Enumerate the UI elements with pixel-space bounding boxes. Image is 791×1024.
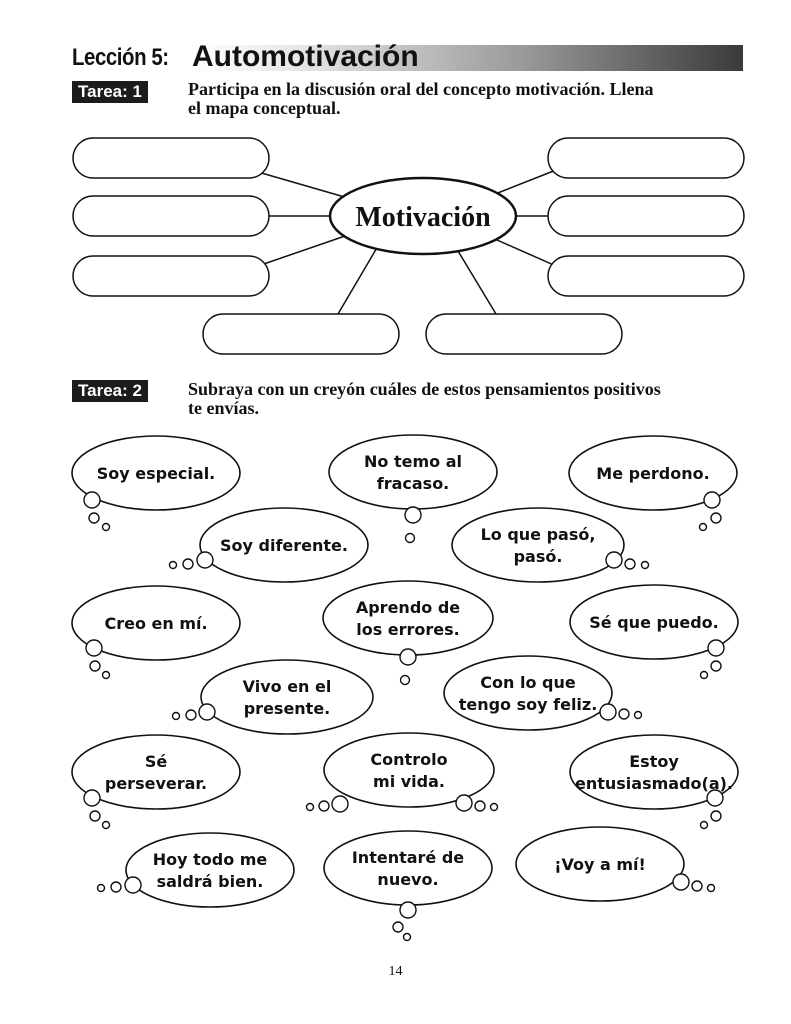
thought-text: mi vida.: [373, 772, 445, 791]
thought-bubble-tail: [170, 562, 177, 569]
thought-bubble-tail: [173, 713, 180, 720]
thought-bubble[interactable]: [452, 508, 649, 582]
thought-bubble-tail: [625, 559, 635, 569]
thought-bubble-tail: [711, 811, 721, 821]
concept-box-left-2[interactable]: [73, 196, 269, 236]
thought-bubble-tail: [393, 922, 403, 932]
thought-bubble[interactable]: [444, 656, 642, 730]
thought-bubble-tail: [90, 811, 100, 821]
task1-line1: Participa en la discusión oral del concepto motivación. Llena: [188, 79, 654, 99]
thought-text: Lo que pasó,: [480, 525, 596, 544]
task1-line2: el mapa conceptual.: [188, 98, 341, 118]
thought-bubble-tail: [491, 804, 498, 811]
thought-text: fracaso.: [376, 474, 450, 493]
thought-bubble-tail: [704, 492, 720, 508]
thought-bubble-tail: [700, 524, 707, 531]
thought-text: entusiasmado(a).: [574, 774, 734, 793]
thought-text: tengo soy feliz.: [458, 695, 598, 714]
task1-tag: Tarea: 1: [72, 81, 148, 103]
thought-bubble-tail: [183, 559, 193, 569]
concept-box-left-3[interactable]: [73, 256, 269, 296]
thought-text: Estoy: [629, 752, 679, 771]
thought-bubble-tail: [406, 534, 415, 543]
thought-bubble[interactable]: [570, 585, 738, 679]
lesson-number: Lección 5:: [72, 44, 169, 71]
thought-bubble[interactable]: [173, 660, 374, 734]
thought-text: Soy diferente.: [220, 536, 348, 555]
thought-bubble-tail: [606, 552, 622, 568]
thought-bubble[interactable]: [324, 831, 492, 941]
thought-text: Sé: [144, 752, 168, 771]
thought-bubble[interactable]: [72, 586, 240, 679]
concept-box-right-2[interactable]: [548, 196, 744, 236]
lesson-topic: Automotivación: [192, 40, 419, 73]
thought-bubble-tail: [332, 796, 348, 812]
page-number: 14: [388, 964, 403, 979]
thought-text: Aprendo de: [355, 598, 461, 617]
thought-bubble-tail: [103, 524, 110, 531]
thought-bubble-tail: [90, 661, 100, 671]
thought-bubble-tail: [711, 513, 721, 523]
thought-bubble-tail: [103, 672, 110, 679]
thought-bubble-tail: [673, 874, 689, 890]
thought-bubble-tail: [642, 562, 649, 569]
task2-line1: Subraya con un creyón cuáles de estos pensamientos positivos: [188, 379, 661, 399]
thought-bubble[interactable]: [72, 436, 240, 531]
thought-bubbles: [72, 435, 738, 941]
thought-bubble-tail: [701, 822, 708, 829]
thought-text: Me perdono.: [596, 464, 710, 483]
thought-bubble-outline: [444, 656, 612, 730]
task2-line2: te envías.: [188, 398, 259, 418]
concept-box-bottom-left[interactable]: [203, 314, 399, 354]
thought-bubble-tail: [98, 885, 105, 892]
thought-bubble[interactable]: [307, 733, 498, 812]
thought-bubble-tail: [635, 712, 642, 719]
thought-bubble-outline: [201, 660, 373, 734]
thought-text: presente.: [243, 699, 331, 718]
thought-text: nuevo.: [377, 870, 439, 889]
concept-box-bottom-right[interactable]: [426, 314, 622, 354]
thought-text: los errores.: [356, 620, 460, 639]
thought-bubble-outline: [452, 508, 624, 582]
thought-bubble-tail: [84, 790, 100, 806]
thought-bubble-outline: [126, 833, 294, 907]
thought-bubble[interactable]: [98, 833, 295, 907]
thought-bubble-tail: [86, 640, 102, 656]
thought-text: Con lo que: [480, 673, 576, 692]
thought-bubble-tail: [475, 801, 485, 811]
thought-text: Intentaré de: [351, 848, 465, 867]
thought-text: perseverar.: [104, 774, 208, 793]
thought-bubble-tail: [103, 822, 110, 829]
thought-bubble-tail: [711, 661, 721, 671]
thought-bubble-tail: [400, 649, 416, 665]
thought-bubble[interactable]: [516, 827, 715, 901]
thought-bubble-tail: [197, 552, 213, 568]
thought-text: Creo en mí.: [104, 614, 208, 633]
thought-bubble-tail: [199, 704, 215, 720]
thought-bubble-tail: [186, 710, 196, 720]
thought-bubble-outline: [323, 581, 493, 655]
thought-bubble-tail: [619, 709, 629, 719]
thought-text: Soy especial.: [96, 464, 216, 483]
thought-text: ¡Voy a mí!: [554, 855, 646, 874]
thought-bubble-tail: [84, 492, 100, 508]
thought-bubble-tail: [708, 885, 715, 892]
concept-box-left-1[interactable]: [73, 138, 269, 178]
concept-box-right-1[interactable]: [548, 138, 744, 178]
thought-bubble[interactable]: [170, 508, 369, 582]
thought-bubble-tail: [125, 877, 141, 893]
thought-bubble[interactable]: [570, 735, 738, 829]
thought-text: saldrá bien.: [156, 872, 264, 891]
thought-bubble-tail: [111, 882, 121, 892]
thought-bubble-tail: [405, 507, 421, 523]
thought-text: Hoy todo me: [152, 850, 268, 869]
thought-bubble[interactable]: [72, 735, 240, 829]
concept-box-right-3[interactable]: [548, 256, 744, 296]
thought-bubble-tail: [456, 795, 472, 811]
thought-bubble-tail: [708, 640, 724, 656]
thought-text: Sé que puedo.: [589, 613, 719, 632]
thought-bubble-tail: [89, 513, 99, 523]
thought-bubble-outline: [329, 435, 497, 509]
thought-bubble-tail: [319, 801, 329, 811]
thought-bubble-tail: [701, 672, 708, 679]
thought-bubble-tail: [400, 902, 416, 918]
thought-text: Vivo en el: [242, 677, 332, 696]
thought-bubble-outline: [324, 831, 492, 905]
thought-bubble-tail: [600, 704, 616, 720]
thought-text: pasó.: [513, 547, 563, 566]
thought-bubble-tail: [404, 934, 411, 941]
thought-text: No temo al: [364, 452, 462, 471]
thought-text: Controlo: [370, 750, 448, 769]
thought-bubble-tail: [692, 881, 702, 891]
task2-tag: Tarea: 2: [72, 380, 148, 402]
thought-bubble-tail: [307, 804, 314, 811]
thought-bubble-tail: [401, 676, 410, 685]
concept-center-label: Motivación: [355, 202, 491, 233]
